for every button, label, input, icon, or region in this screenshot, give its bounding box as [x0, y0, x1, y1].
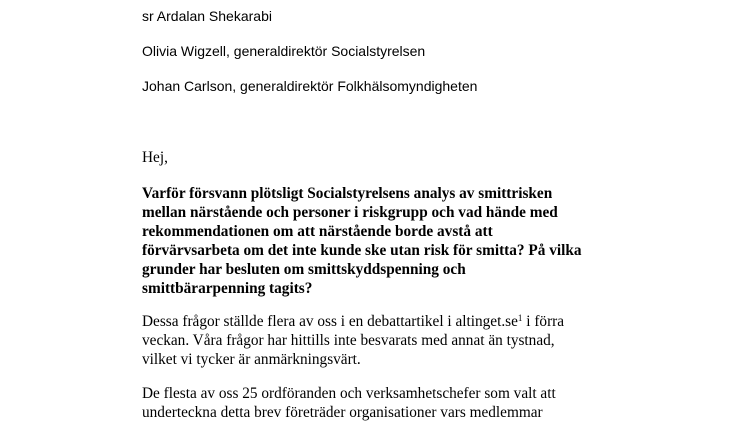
recipient-2: Olivia Wigzell, generaldirektör Socialstyrelsen: [142, 43, 426, 59]
paragraph-line: rekommendationen om att närstående borde avstå att: [142, 223, 493, 240]
greeting: Hej,: [142, 149, 168, 166]
paragraph-line: underteckna detta brev företräder organisationer vars medlemmar: [142, 404, 543, 421]
paragraph-line: grunder har besluten om smittskyddspenning och: [142, 261, 466, 278]
paragraph-line: [142, 312, 622, 331]
paragraph-line: De flesta av oss 25 ordföranden och verksamhetschefer som valt att: [142, 385, 556, 402]
recipient-1: sr Ardalan Shekarabi: [142, 8, 272, 24]
body-paragraph-2: [142, 312, 622, 369]
paragraph-line: smittbärarpenning tagits?: [142, 280, 313, 297]
paragraph-text: Dessa frågor ställde flera av oss i en debattartikel i altinget.se: [142, 313, 518, 330]
paragraph-line: Varför försvann plötsligt Socialstyrelsens analys av smittrisken: [142, 185, 553, 202]
paragraph-line: veckan. Våra frågor har hittills inte besvarats med annat än tystnad,: [142, 332, 555, 349]
paragraph-text: i förra: [522, 313, 565, 330]
paragraph-line: vilket vi tycker är anmärkningsvärt.: [142, 351, 361, 368]
footnote-marker: 1: [517, 313, 523, 323]
bold-question-paragraph: [142, 184, 622, 298]
recipient-3: Johan Carlson, generaldirektör Folkhälsomyndigheten: [142, 78, 478, 94]
body-paragraph-3: [142, 384, 622, 422]
paragraph-line: mellan närstående och personer i riskgrupp och vad hände med: [142, 204, 558, 221]
paragraph-line: förvärvsarbeta om det inte kunde ske utan risk för smitta? På vilka: [142, 242, 582, 259]
